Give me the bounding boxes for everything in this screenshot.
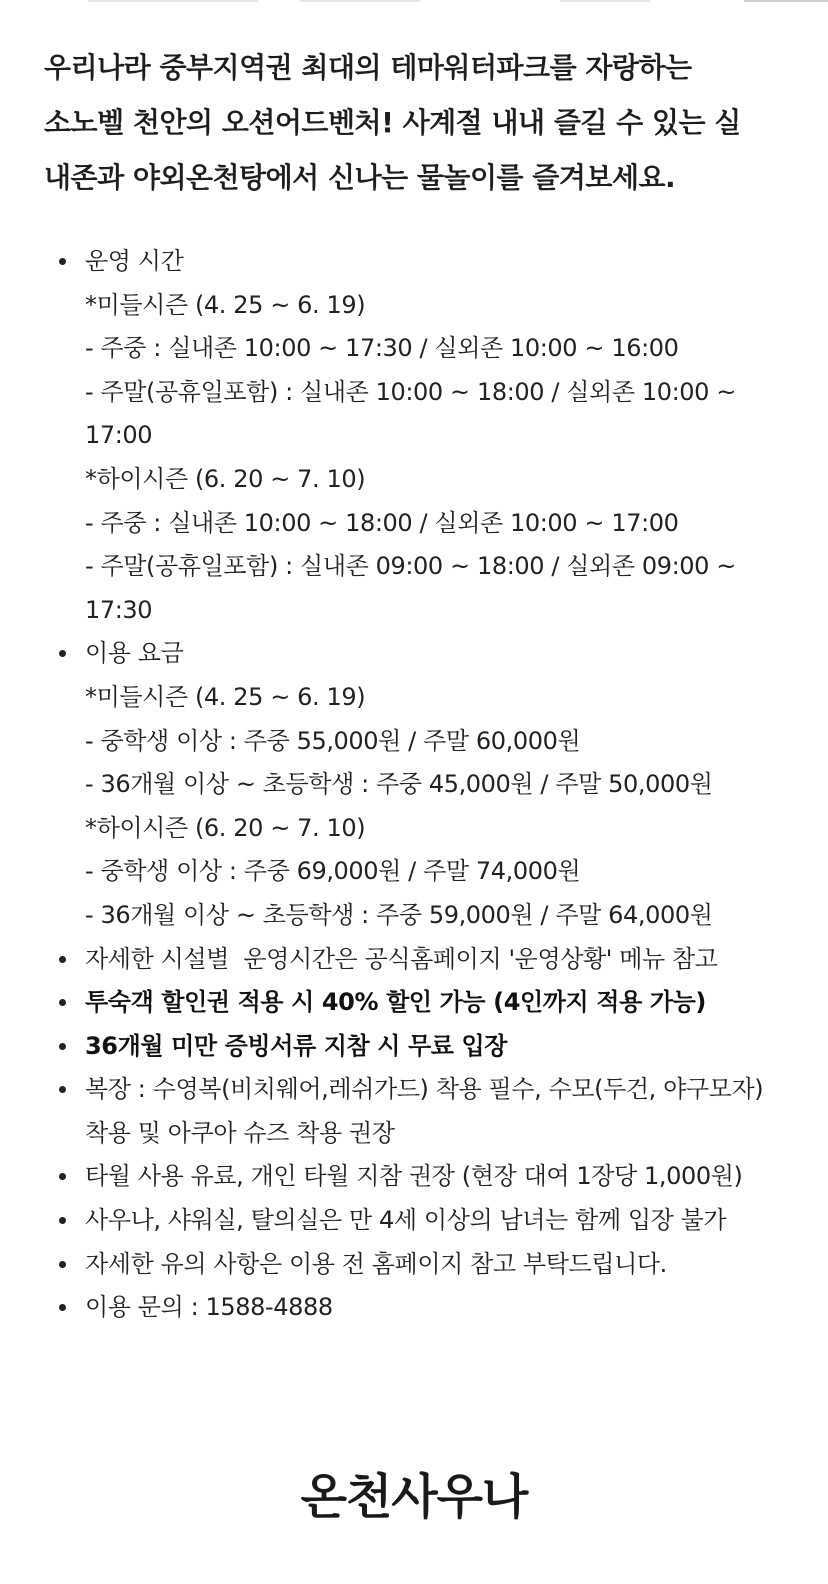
intro-line: 내존과 야외온천탕에서 신나는 물놀이를 즐겨보세요. — [44, 161, 676, 194]
notice-text: 자세한 유의 사항은 이용 전 홈페이지 참고 부탁드립니다. — [85, 1249, 667, 1278]
free-entry-text: 36개월 미만 증빙서류 지참 시 무료 입장 — [85, 1031, 508, 1060]
fees-heading: 이용 요금 — [85, 639, 184, 668]
bullet-icon — [59, 650, 66, 657]
hours-line: - 주중 : 실내존 10:00 ~ 17:30 / 실외존 10:00 ~ 16:00 — [85, 334, 679, 363]
bullet-icon — [59, 1217, 66, 1224]
facility-hours-text: 자세한 시설별 운영시간은 공식홈페이지 '운영상황' 메뉴 참고 — [85, 944, 718, 973]
fees-line: - 중학생 이상 : 주중 55,000원 / 주말 60,000원 — [85, 726, 581, 755]
top-divider-strip — [0, 0, 828, 4]
intro-line: 소노벨 천안의 오션어드벤처! 사계절 내내 즐길 수 있는 실 — [44, 106, 741, 139]
sauna-rule-text: 사우나, 샤워실, 탈의실은 만 4세 이상의 남녀는 함께 입장 불가 — [85, 1206, 727, 1235]
list-item-sauna-rule — [0, 1199, 828, 1243]
list-item-attire — [0, 1068, 828, 1155]
bullet-icon — [59, 956, 66, 963]
list-item-discount — [0, 981, 828, 1025]
fees-line: *미들시즌 (4. 25 ~ 6. 19) — [85, 682, 366, 711]
list-item-contact — [0, 1286, 828, 1330]
contact-text: 이용 문의 : 1588-4888 — [85, 1293, 333, 1322]
hours-line: - 주말(공휴일포함) : 실내존 09:00 ~ 18:00 / 실외존 09:00 ~ — [85, 552, 736, 581]
list-item-fees — [0, 632, 828, 937]
hours-line: - 주중 : 실내존 10:00 ~ 18:00 / 실외존 10:00 ~ 17:00 — [85, 508, 679, 537]
bullet-icon — [59, 1173, 66, 1180]
towel-text: 타월 사용 유료, 개인 타월 지참 권장 (현장 대여 1장당 1,000원) — [85, 1162, 743, 1191]
bullet-icon — [59, 258, 66, 265]
fees-line: - 36개월 이상 ~ 초등학생 : 주중 45,000원 / 주말 50,000원 — [85, 770, 713, 799]
fees-line: *하이시즌 (6. 20 ~ 7. 10) — [85, 813, 366, 842]
list-item-notice — [0, 1243, 828, 1287]
bullet-icon — [59, 1043, 66, 1050]
section-title: 온천사우나 — [300, 1469, 528, 1525]
list-item-operating-hours — [0, 240, 828, 632]
fees-line: - 36개월 이상 ~ 초등학생 : 주중 59,000원 / 주말 64,000원 — [85, 900, 713, 929]
bullet-icon — [59, 1086, 66, 1093]
intro-line: 우리나라 중부지역권 최대의 테마워터파크를 자랑하는 — [44, 51, 692, 84]
hours-line: - 주말(공휴일포함) : 실내존 10:00 ~ 18:00 / 실외존 10:00 ~ — [85, 377, 736, 406]
hours-line: *하이시즌 (6. 20 ~ 7. 10) — [85, 464, 366, 493]
fees-line: - 중학생 이상 : 주중 69,000원 / 주말 74,000원 — [85, 857, 581, 886]
list-item-facility-hours — [0, 938, 828, 982]
hours-heading: 운영 시간 — [85, 247, 184, 275]
hours-line: *미들시즌 (4. 25 ~ 6. 19) — [85, 290, 366, 319]
bullet-icon — [59, 1261, 66, 1268]
intro-paragraph — [44, 40, 784, 205]
hours-line: 17:30 — [85, 595, 153, 624]
list-item-free-entry — [0, 1025, 828, 1069]
attire-line: 착용 및 아쿠아 슈즈 착용 권장 — [85, 1118, 395, 1147]
list-item-towel — [0, 1155, 828, 1199]
bullet-icon — [59, 999, 66, 1006]
attire-line: 복장 : 수영복(비치웨어,레쉬가드) 착용 필수, 수모(두건, 야구모자) — [85, 1075, 764, 1104]
bullet-icon — [59, 1304, 66, 1311]
discount-text: 투숙객 할인권 적용 시 40% 할인 가능 (4인까지 적용 가능) — [85, 988, 706, 1017]
info-list — [0, 240, 828, 1330]
hours-line: 17:00 — [85, 421, 153, 450]
